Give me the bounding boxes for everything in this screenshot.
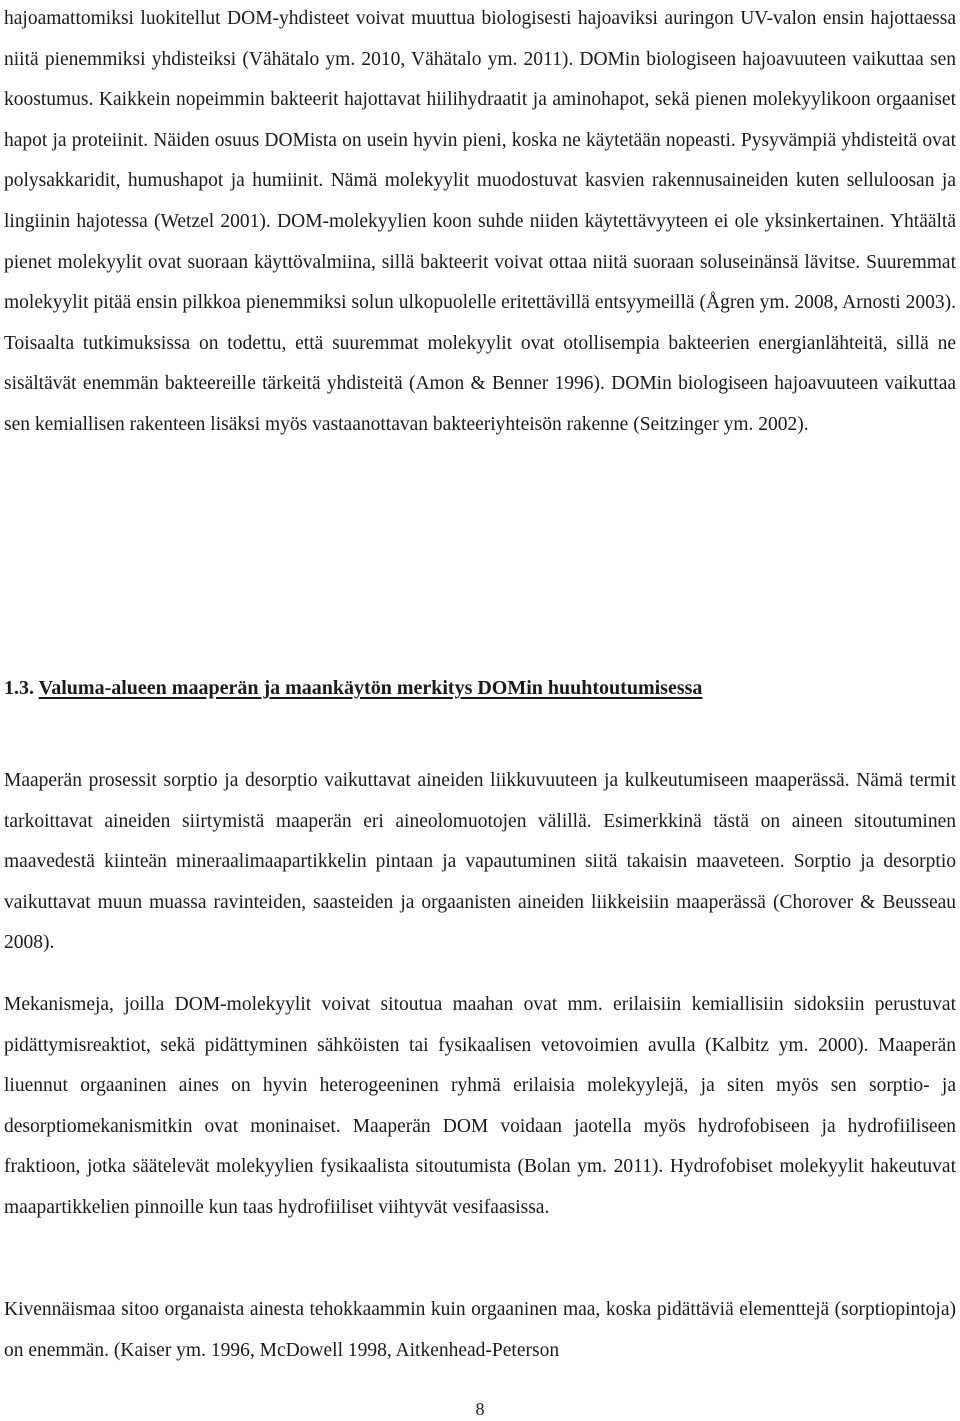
body-paragraph-4: Kivennäismaa sitoo organaista ainesta tehokkaammin kuin orgaaninen maa, koska pidättäviä elementtejä (sorptiopintoja) on enemmän. (Kaiser ym. 1996, McDowell 1998, Aitkenhead-Peterson [4, 1299, 956, 1361]
page-number: 8 [475, 1399, 485, 1419]
body-paragraph-3: Mekanismeja, joilla DOM-molekyylit voivat sitoutua maahan ovat mm. erilaisiin kemiallisiin sidoksiin perustuvat pidättymisreaktiot, sekä pidättyminen sähköisten tai fysikaalisen vetovoimien avulla (Kalbitz ym. 2000). Maaperän liuennut orgaaninen aines on hyvin heterogeeninen ryhmä erilaisia molekyylejä, ja siten myös sen sorptio- ja desorptiomekanismitkin ovat moninaiset. Maaperän DOM voidaan jaotella myös hydrofobiseen ja hydrofiiliseen fraktioon, jotka säätelevät molekyylien fysikaalista sitoutumista (Bolan ym. 2011). Hydrofobiset molekyylit hakeutuvat maapartikkelien pinnoille kun taas hydrofiiliset viihtyvät vesifaasissa. [4, 994, 956, 1218]
section-number: 1.3. [4, 677, 34, 699]
body-paragraph-1: hajoamattomiksi luokitellut DOM-yhdisteet voivat muuttua biologisesti hajoaviksi auringon UV-valon ensin hajottaessa niitä pienemmiksi yhdisteiksi (Vähätalo ym. 2010, Vähätalo ym. 2011). DOMin biologiseen hajoavuuteen vaikuttaa sen koostumus. Kaikkein nopeimmin bakteerit hajottavat hiilihydraatit ja aminohapot, sekä pienen molekyylikoon orgaaniset hapot ja proteiinit. Näiden osuus DOMista on usein hyvin pieni, koska ne käytetään nopeasti. Pysyvämpiä yhdisteitä ovat polysakkaridit, humushapot ja humiinit. Nämä molekyylit muodostuvat kasvien rakennusaineiden kuten selluloosan ja lingiinin hajotessa (Wetzel 2001). DOM-molekyylien koon suhde niiden käytettävyyteen ei ole yksinkertainen. Yhtäältä pienet molekyylit ovat suoraan käyttövalmiina, sillä bakteerit voivat ottaa niitä suoraan soluseinänsä lävitse. Suuremmat molekyylit pitää ensin pilkkoa pienemmiksi solun ulkopuolelle eritettävillä entsyymeillä (Ågren ym. 2008, Arnosti 2003). Toisaalta tutkimuksissa on todettu, että suuremmat molekyylit ovat otollisempia bakteerien energianlähteitä, sillä ne sisältävät enemmän bakteereille tärkeitä yhdisteitä (Amon & Benner 1996). DOMin biologiseen hajoavuuteen vaikuttaa sen kemiallisen rakenteen lisäksi myös vastaanottavan bakteeriyhteisön rakenne (Seitzinger ym. 2002). [4, 8, 956, 435]
section-title: Valuma-alueen maaperän ja maankäytön merkitys DOMin huuhtoutumisessa [38, 677, 703, 699]
body-paragraph-2: Maaperän prosessit sorptio ja desorptio vaikuttavat aineiden liikkuvuuteen ja kulkeutumiseen maaperässä. Nämä termit tarkoittavat aineiden siirtymistä maaperän eri aineolomuotojen välillä. Esimerkkinä tästä on aineen sitoutuminen maavedestä kiinteän mineraalimaapartikkelin pintaan ja vapautuminen siitä takaisin maaveteen. Sorptio ja desorptio vaikuttavat muun muassa ravinteiden, saasteiden ja orgaanisten aineiden liikkeisiin maaperässä (Chorover & Beusseau 2008). [4, 770, 956, 954]
section-heading [4, 672, 702, 704]
